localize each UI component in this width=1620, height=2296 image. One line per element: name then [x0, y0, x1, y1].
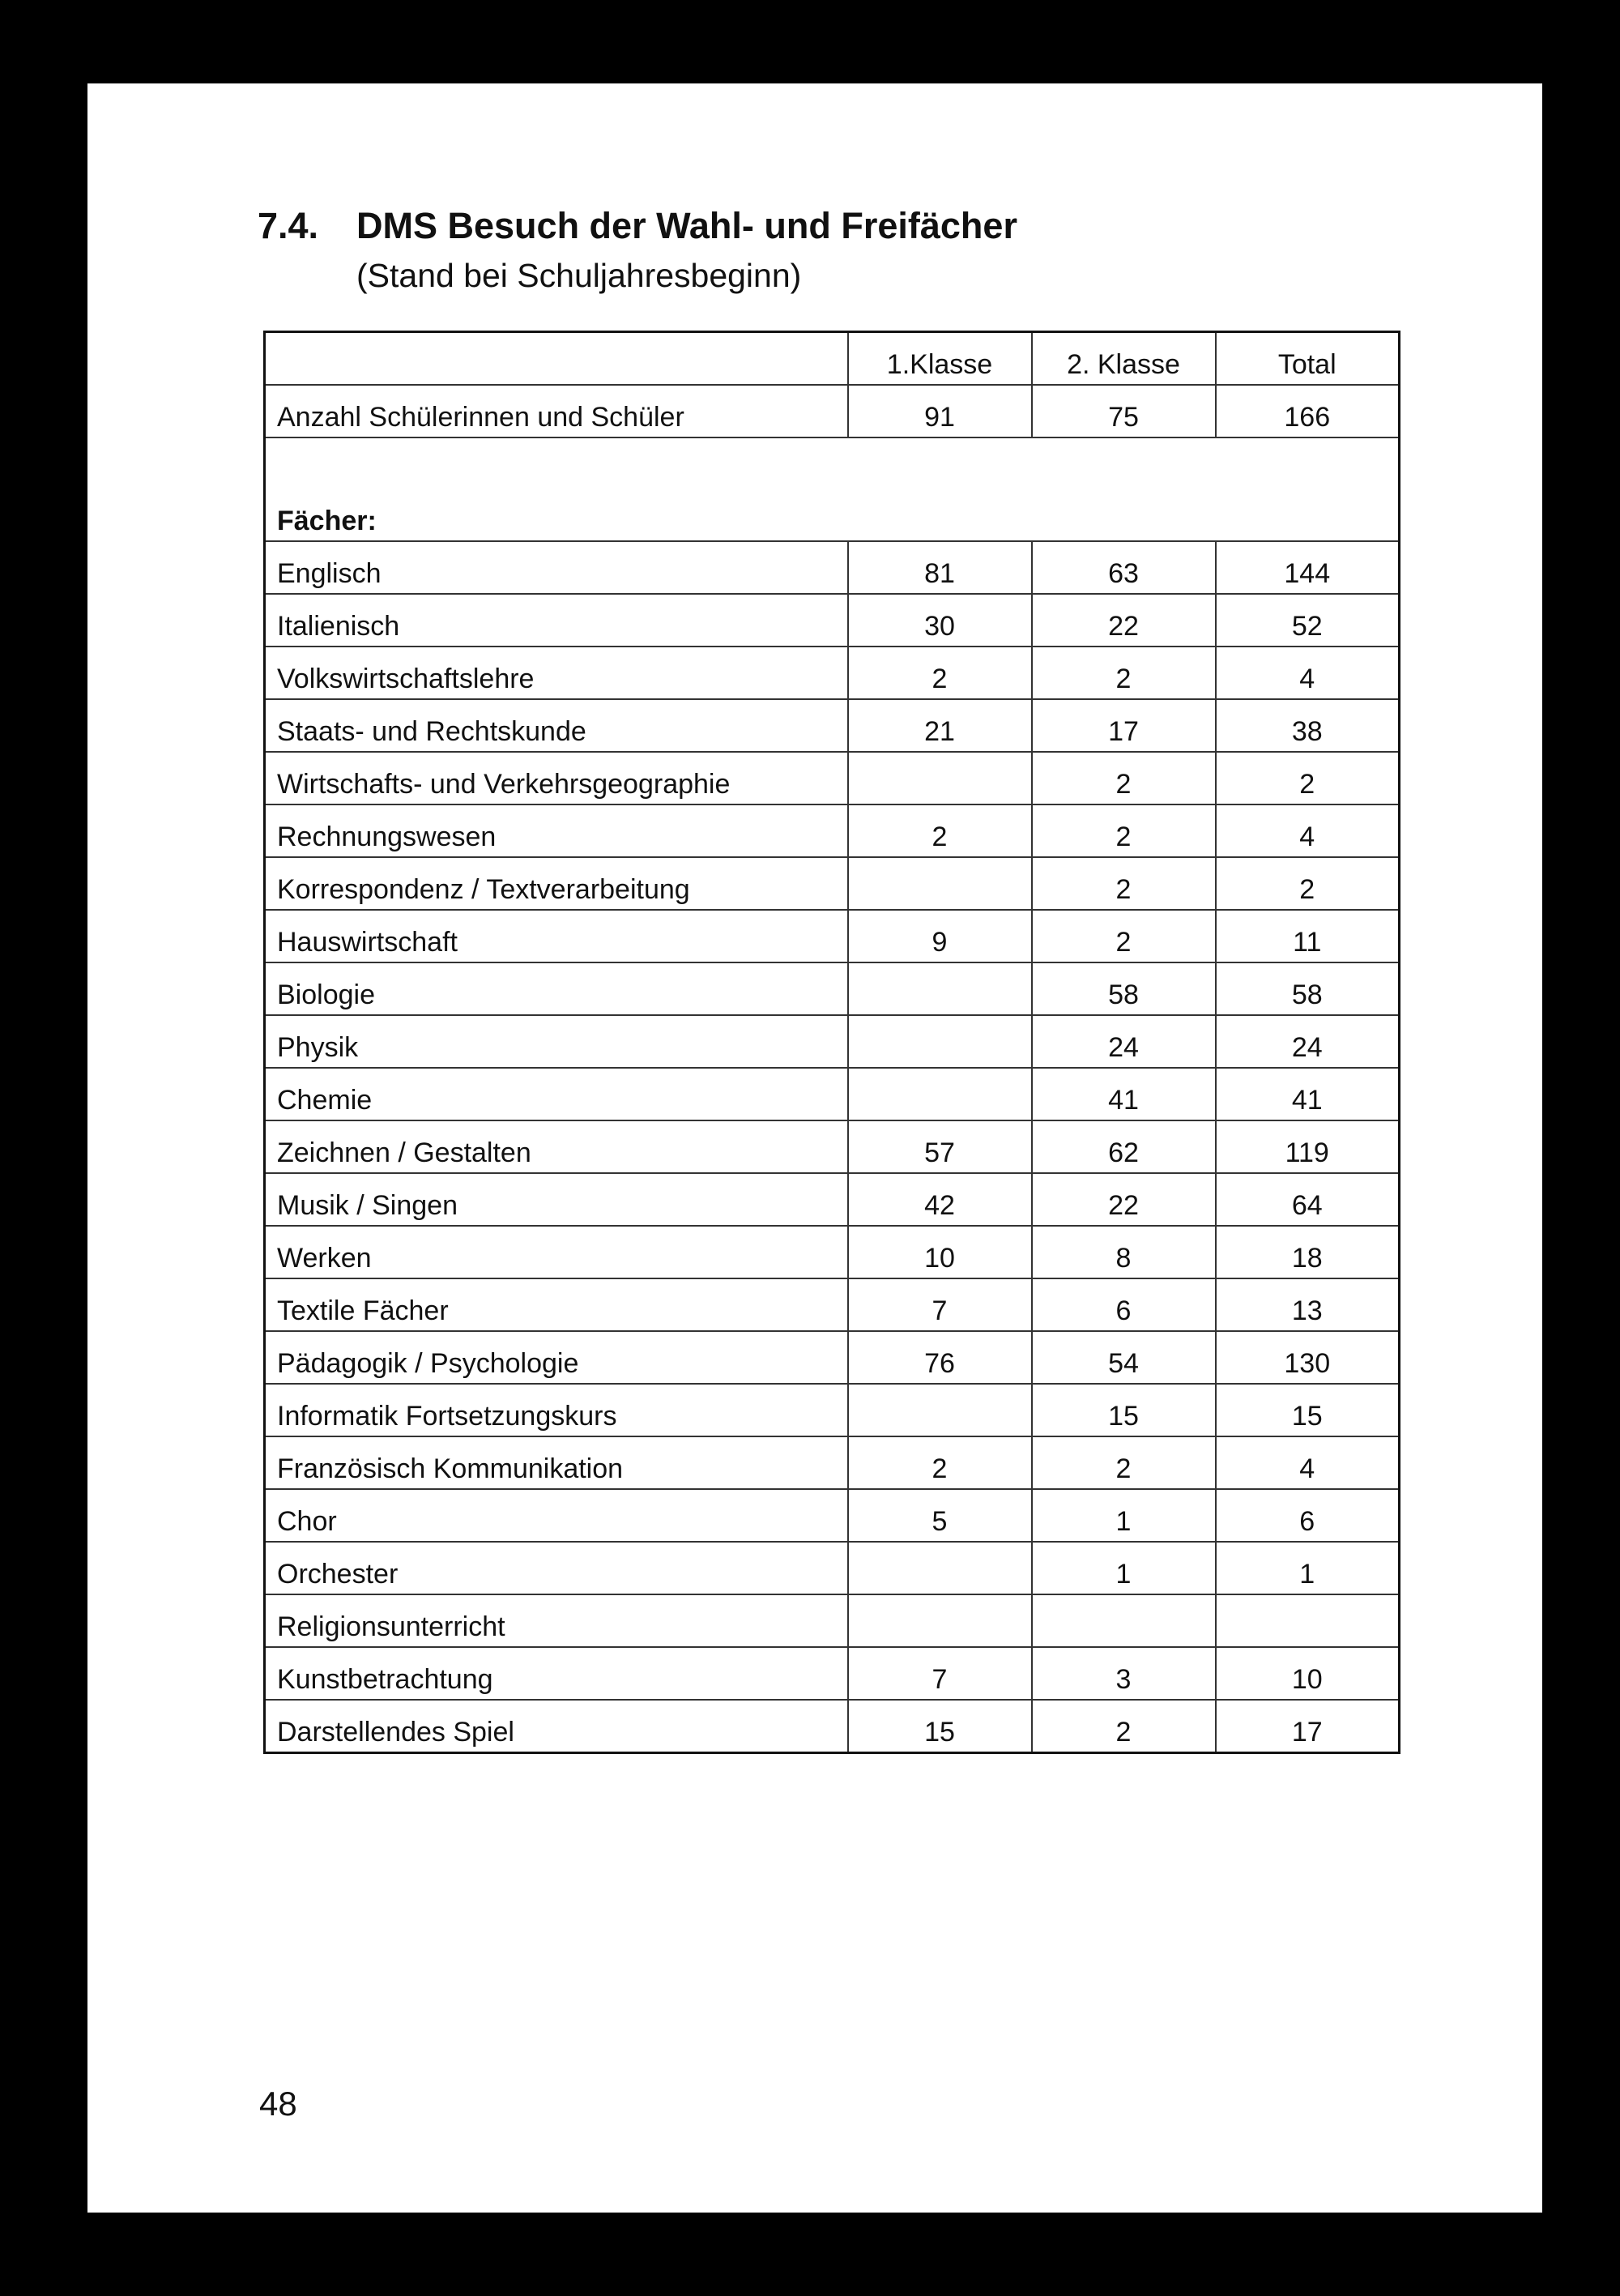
row-label: Informatik Fortsetzungskurs — [265, 1384, 848, 1436]
cell-1-klasse: 10 — [848, 1226, 1032, 1278]
page-number: 48 — [259, 2085, 297, 2123]
cell-2-klasse: 17 — [1032, 699, 1216, 752]
table-row — [265, 857, 1400, 910]
table-row — [265, 1594, 1400, 1647]
cell-total: 64 — [1216, 1173, 1400, 1226]
row-label: Volkswirtschaftslehre — [265, 647, 848, 699]
cell-1-klasse: 5 — [848, 1489, 1032, 1542]
cell-1-klasse: 42 — [848, 1173, 1032, 1226]
cell-total: 2 — [1216, 857, 1400, 910]
table-row — [265, 1173, 1400, 1226]
cell-2-klasse: 2 — [1032, 647, 1216, 699]
table-row — [265, 1278, 1400, 1331]
cell-1-klasse: 2 — [848, 647, 1032, 699]
table-row — [265, 752, 1400, 804]
row-label: Physik — [265, 1015, 848, 1068]
cell-total: 11 — [1216, 910, 1400, 962]
table-row — [265, 804, 1400, 857]
cell-total: 4 — [1216, 1436, 1400, 1489]
cell-2-klasse: 15 — [1032, 1384, 1216, 1436]
cell-total: 6 — [1216, 1489, 1400, 1542]
cell-1-klasse: 91 — [848, 385, 1032, 437]
cell-total: 17 — [1216, 1700, 1400, 1753]
table-row — [265, 594, 1400, 647]
cell-1-klasse: 57 — [848, 1120, 1032, 1173]
cell-2-klasse: 54 — [1032, 1331, 1216, 1384]
cell-1-klasse: 15 — [848, 1700, 1032, 1753]
row-label: Zeichnen / Gestalten — [265, 1120, 848, 1173]
cell-total: 58 — [1216, 962, 1400, 1015]
cell-total: 2 — [1216, 752, 1400, 804]
cell-2-klasse: 2 — [1032, 857, 1216, 910]
cell-1-klasse: 7 — [848, 1647, 1032, 1700]
cell-total: 15 — [1216, 1384, 1400, 1436]
spacer-row — [265, 437, 1400, 489]
cell-1-klasse — [848, 962, 1032, 1015]
cell-2-klasse: 1 — [1032, 1542, 1216, 1594]
cell-1-klasse: 7 — [848, 1278, 1032, 1331]
cell-2-klasse: 75 — [1032, 385, 1216, 437]
section-subtitle: (Stand bei Schuljahresbeginn) — [356, 257, 802, 294]
cell-total — [1216, 1594, 1400, 1647]
row-label: Rechnungswesen — [265, 804, 848, 857]
cell-1-klasse — [848, 1594, 1032, 1647]
cell-1-klasse — [848, 1068, 1032, 1120]
row-label: Englisch — [265, 541, 848, 594]
header-cell-total: Total — [1216, 332, 1400, 386]
cell-total: 13 — [1216, 1278, 1400, 1331]
cell-2-klasse: 6 — [1032, 1278, 1216, 1331]
row-label: Kunstbetrachtung — [265, 1647, 848, 1700]
row-label: Chemie — [265, 1068, 848, 1120]
header-empty-cell — [265, 332, 848, 386]
table-row — [265, 1068, 1400, 1120]
cell-2-klasse: 1 — [1032, 1489, 1216, 1542]
row-label: Wirtschafts- und Verkehrsgeographie — [265, 752, 848, 804]
row-label: Chor — [265, 1489, 848, 1542]
table-row — [265, 1226, 1400, 1278]
cell-total: 4 — [1216, 647, 1400, 699]
table-row — [265, 1120, 1400, 1173]
table-row — [265, 1647, 1400, 1700]
row-label: Orchester — [265, 1542, 848, 1594]
table-row — [265, 1542, 1400, 1594]
row-label: Darstellendes Spiel — [265, 1700, 848, 1753]
document-page — [87, 83, 1542, 2213]
table-row — [265, 1700, 1400, 1753]
table-row — [265, 1331, 1400, 1384]
cell-1-klasse — [848, 1542, 1032, 1594]
subjects-table — [263, 331, 1400, 1754]
cell-1-klasse — [848, 1015, 1032, 1068]
header-cell-1-klasse: 1.Klasse — [848, 332, 1032, 386]
section-label: Fächer: — [265, 489, 1400, 541]
cell-total: 10 — [1216, 1647, 1400, 1700]
row-label: Werken — [265, 1226, 848, 1278]
cell-2-klasse: 22 — [1032, 1173, 1216, 1226]
table-row — [265, 1384, 1400, 1436]
table-row — [265, 1436, 1400, 1489]
cell-1-klasse: 21 — [848, 699, 1032, 752]
table-row — [265, 910, 1400, 962]
table-row — [265, 1489, 1400, 1542]
cell-2-klasse: 58 — [1032, 962, 1216, 1015]
cell-1-klasse: 9 — [848, 910, 1032, 962]
row-label: Staats- und Rechtskunde — [265, 699, 848, 752]
row-label: Anzahl Schülerinnen und Schüler — [265, 385, 848, 437]
cell-2-klasse: 41 — [1032, 1068, 1216, 1120]
row-label: Biologie — [265, 962, 848, 1015]
cell-1-klasse: 2 — [848, 1436, 1032, 1489]
cell-total: 18 — [1216, 1226, 1400, 1278]
cell-total: 130 — [1216, 1331, 1400, 1384]
cell-2-klasse: 63 — [1032, 541, 1216, 594]
table-row — [265, 541, 1400, 594]
cell-1-klasse — [848, 1384, 1032, 1436]
table-row — [265, 699, 1400, 752]
table-row — [265, 647, 1400, 699]
cell-1-klasse: 76 — [848, 1331, 1032, 1384]
cell-1-klasse: 30 — [848, 594, 1032, 647]
cell-total: 24 — [1216, 1015, 1400, 1068]
row-label: Hauswirtschaft — [265, 910, 848, 962]
cell-2-klasse: 22 — [1032, 594, 1216, 647]
cell-total: 52 — [1216, 594, 1400, 647]
header-row — [265, 332, 1400, 386]
cell-total: 119 — [1216, 1120, 1400, 1173]
cell-2-klasse: 24 — [1032, 1015, 1216, 1068]
cell-1-klasse: 81 — [848, 541, 1032, 594]
cell-total: 1 — [1216, 1542, 1400, 1594]
section-row — [265, 489, 1400, 541]
cell-1-klasse — [848, 857, 1032, 910]
cell-1-klasse — [848, 752, 1032, 804]
row-label: Französisch Kommunikation — [265, 1436, 848, 1489]
cell-2-klasse: 2 — [1032, 804, 1216, 857]
section-title: DMS Besuch der Wahl- und Freifächer — [356, 205, 1017, 246]
cell-total: 38 — [1216, 699, 1400, 752]
students-row — [265, 385, 1400, 437]
spacer-cell — [265, 437, 1400, 489]
row-label: Italienisch — [265, 594, 848, 647]
cell-1-klasse: 2 — [848, 804, 1032, 857]
row-label: Textile Fächer — [265, 1278, 848, 1331]
cell-2-klasse: 2 — [1032, 910, 1216, 962]
table-row — [265, 962, 1400, 1015]
cell-total: 4 — [1216, 804, 1400, 857]
row-label: Korrespondenz / Textverarbeitung — [265, 857, 848, 910]
header-cell-2-klasse: 2. Klasse — [1032, 332, 1216, 386]
row-label: Musik / Singen — [265, 1173, 848, 1226]
table-row — [265, 1015, 1400, 1068]
row-label: Pädagogik / Psychologie — [265, 1331, 848, 1384]
cell-2-klasse: 2 — [1032, 1700, 1216, 1753]
cell-2-klasse — [1032, 1594, 1216, 1647]
cell-2-klasse: 8 — [1032, 1226, 1216, 1278]
cell-2-klasse: 2 — [1032, 1436, 1216, 1489]
cell-total: 166 — [1216, 385, 1400, 437]
cell-total: 41 — [1216, 1068, 1400, 1120]
row-label: Religionsunterricht — [265, 1594, 848, 1647]
cell-total: 144 — [1216, 541, 1400, 594]
section-number: 7.4. — [258, 205, 319, 246]
cell-2-klasse: 2 — [1032, 752, 1216, 804]
cell-2-klasse: 3 — [1032, 1647, 1216, 1700]
cell-2-klasse: 62 — [1032, 1120, 1216, 1173]
